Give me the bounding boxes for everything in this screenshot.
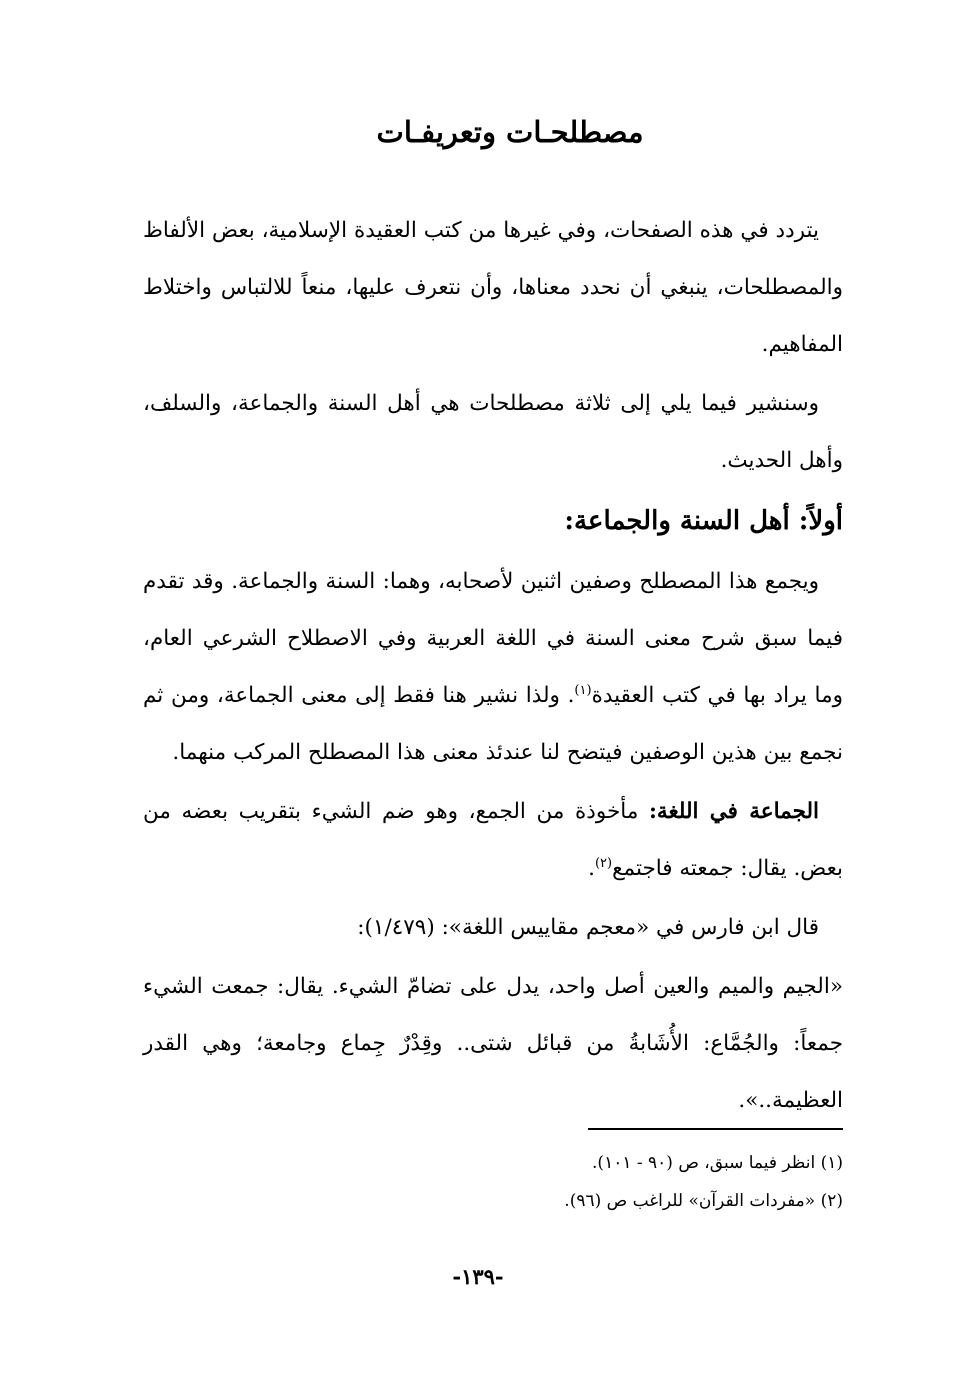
footnote-2: (٢) «مفردات القرآن» للراغب ص (٩٦).: [564, 1191, 843, 1211]
main-text: [143, 202, 843, 1131]
footnote-ref-2: (٢): [594, 855, 613, 871]
footnote-divider: [588, 1128, 843, 1130]
page-number: -١٣٩-: [452, 1264, 504, 1289]
section-heading-ahl-al-sunnah: أولاً: أهل السنة والجماعة:: [564, 506, 843, 536]
paragraph-definition-text-a: ويجمع هذا المصطلح وصفين اثنين لأصحابه، وهما: السنة والجماعة. وقد تقدم فيما سبق شرح معنى السنة في اللغة العربية وفي الاصطلاح الشرعي العام، وما يراد بها في كتب العقيدة: [143, 569, 843, 708]
paragraph-jamaah-text-b: .: [588, 856, 595, 881]
paragraph-jamaah-language: [143, 783, 843, 897]
footnote-1: (١) انظر فيما سبق، ص (٩٠ - ١٠١).: [592, 1153, 843, 1173]
paragraph-definition: [143, 553, 843, 781]
page-title: مصطلحـات وتعريفـات: [376, 115, 644, 149]
paragraph-quotation: «الجيم والميم والعين أصل واحد، يدل على تضامّ الشيء. يقال: جمعت الشيء جمعاً: والجُمَّاع: الأُشَابةُ من قبائل شتى.. وقِدْرٌ جِماع وجامعة؛ وهي القدر العظيمة..».: [143, 974, 843, 1113]
paragraph-definition-text-b: . ولذا نشير هنا فقط إلى معنى الجماعة، ومن ثم نجمع بين هذين الوصفين فيتضح لنا عندئذ معنى هذا المصطلح المركب منهما.: [143, 683, 843, 765]
paragraph-ibn-faris-citation: قال ابن فارس في «معجم مقاييس اللغة»: (١/٤٧٩):: [357, 915, 819, 940]
paragraph-intro: يتردد في هذه الصفحات، وفي غيرها من كتب العقيدة الإسلامية، بعض الألفاظ والمصطلحات، ينبغي أن نحدد معناها، وأن نتعرف عليها، منعاً للالتباس واختلاط المفاهيم.: [143, 218, 843, 357]
paragraph-jamaah-text-a: مأخوذة من الجمع، وهو ضم الشيء بتقريب بعضه من بعض. يقال: جمعته فاجتمع: [143, 799, 843, 881]
footnotes: [143, 1144, 843, 1220]
paragraph-terms-overview: وسنشير فيما يلي إلى ثلاثة مصطلحات هي أهل السنة والجماعة، والسلف، وأهل الحديث.: [143, 391, 843, 473]
footnote-ref-1: (١): [574, 682, 592, 698]
term-label-jamaah: الجماعة في اللغة:: [649, 799, 819, 824]
